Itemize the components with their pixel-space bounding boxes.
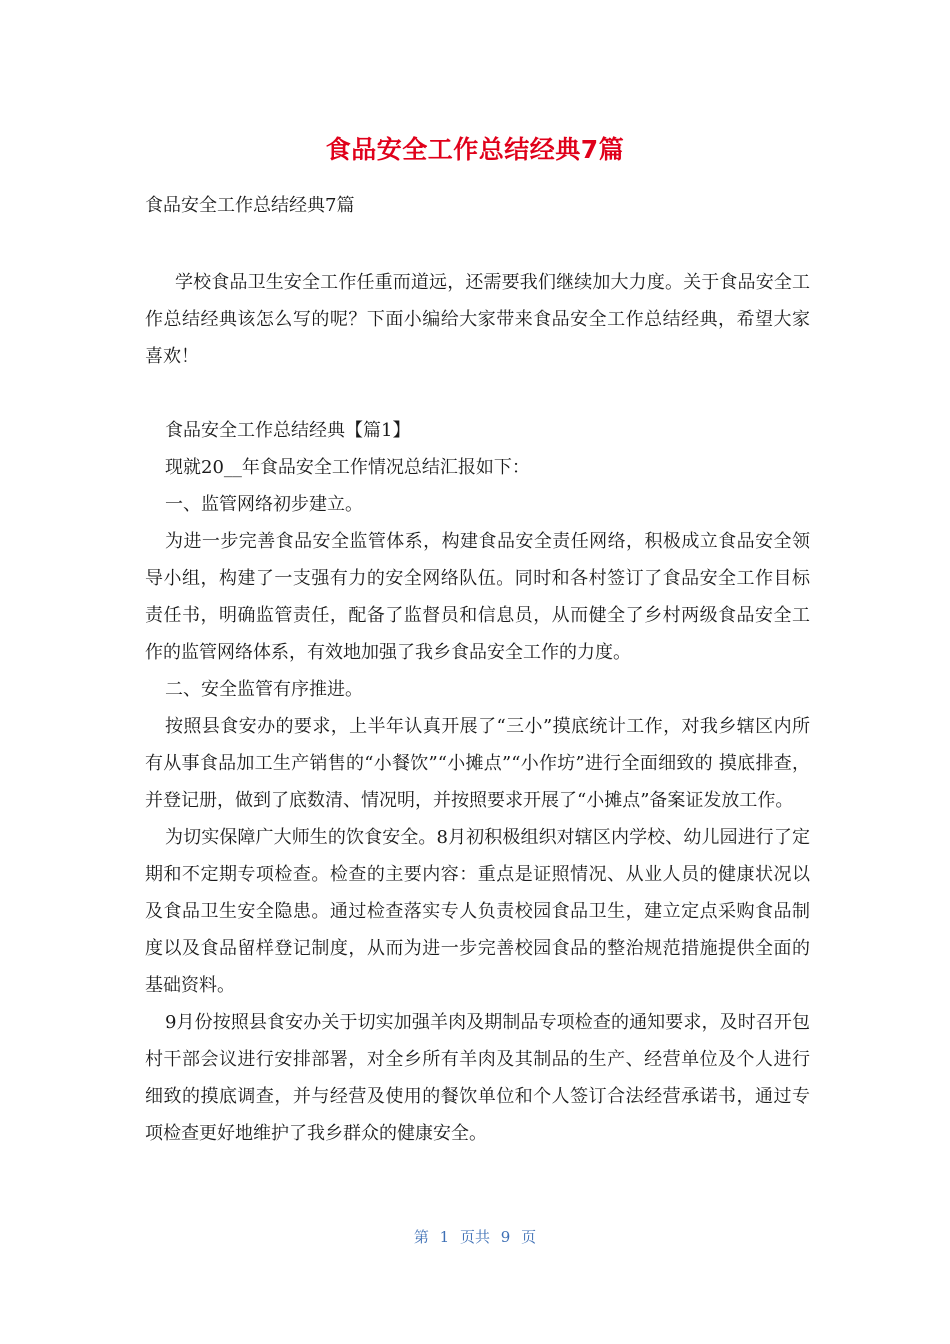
document-title: 食品安全工作总结经典7篇 <box>325 135 625 164</box>
document-body <box>145 412 810 1152</box>
section-heading: 二、安全监管有序推进。 <box>165 679 363 700</box>
intro-paragraph: 学校食品卫生安全工作任重而道远，还需要我们继续加大力度。关于食品安全工作总结经典该怎么写的呢？下面小编给大家带来食品安全工作总结经典，希望大家喜欢！ <box>145 272 810 367</box>
document-subtitle: 食品安全工作总结经典7篇 <box>145 195 355 216</box>
section-heading: 一、监管网络初步建立。 <box>165 494 363 515</box>
body-paragraph: 现就20__年食品安全工作情况总结汇报如下： <box>165 457 530 478</box>
body-paragraph: 为切实保障广大师生的饮食安全。8月初积极组织对辖区内学校、幼儿园进行了定期和不定期专项检查。检查的主要内容：重点是证照情况、从业人员的健康状况以及食品卫生安全隐患。通过检查落实专人负责校园食品卫生，建立定点采购食品制度以及食品留样登记制度，从而为进一步完善校园食品的整治规范措施提供全面的基础资料。 <box>145 827 810 996</box>
section-heading: 食品安全工作总结经典【篇1】 <box>165 420 411 441</box>
page-number: 第 1 页共 9 页 <box>413 1228 537 1246</box>
body-paragraph: 按照县食安办的要求，上半年认真开展了“三小”摸底统计工作，对我乡辖区内所有从事食品加工生产销售的“小餐饮”“小摊点”“小作坊”进行全面细致的 摸底排查，并登记册，做到了底数清、情况明，并按照要求开展了“小摊点”备案证发放工作。 <box>145 716 810 811</box>
body-paragraph: 为进一步完善食品安全监管体系，构建食品安全责任网络，积极成立食品安全领导小组，构建了一支强有力的安全网络队伍。同时和各村签订了食品安全工作目标责任书，明确监管责任，配备了监督员和信息员，从而健全了乡村两级食品安全工作的监管网络体系，有效地加强了我乡食品安全工作的力度。 <box>145 531 810 663</box>
body-paragraph: 9月份按照县食安办关于切实加强羊肉及期制品专项检查的通知要求，及时召开包村干部会议进行安排部署，对全乡所有羊肉及其制品的生产、经营单位及个人进行细致的摸底调查，并与经营及使用的餐饮单位和个人签订合法经营承诺书，通过专项检查更好地维护了我乡群众的健康安全。 <box>145 1012 810 1144</box>
